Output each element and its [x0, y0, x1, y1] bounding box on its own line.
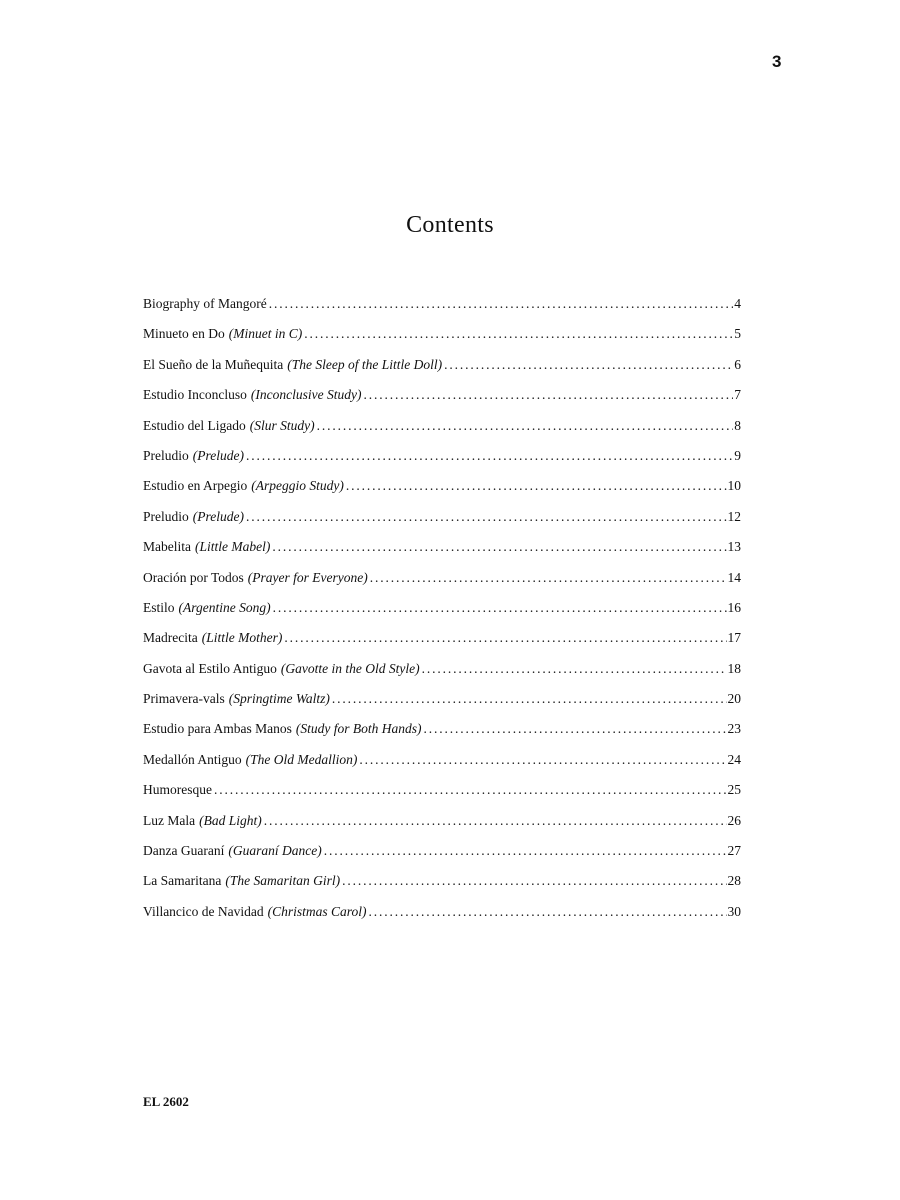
toc-entry [143, 387, 741, 417]
dot-leader [264, 813, 727, 829]
toc-entry [143, 721, 741, 751]
entry-title: Estudio en Arpegio [143, 478, 248, 494]
entry-translation: (Little Mabel) [194, 539, 271, 555]
dot-leader [272, 539, 726, 555]
entry-translation: (Argentine Song) [178, 599, 271, 615]
dot-leader [363, 387, 733, 403]
entry-translation: (Little Mother) [201, 630, 283, 646]
dot-leader [369, 904, 727, 920]
entry-translation: (Prelude) [192, 508, 244, 524]
dot-leader [324, 843, 727, 859]
dot-leader [246, 448, 733, 464]
toc-entry [143, 661, 741, 691]
entry-translation: (Minuet in C) [228, 326, 303, 342]
toc-entry [143, 539, 741, 569]
entry-title: Estudio del Ligado [143, 417, 246, 433]
entry-title: Gavota al Estilo Antiguo [143, 660, 277, 676]
dot-leader [444, 357, 733, 373]
entry-page: 13 [727, 539, 741, 555]
entry-page: 14 [727, 569, 741, 585]
dot-leader [246, 509, 727, 525]
entry-translation: (Inconclusive Study) [250, 387, 362, 403]
entry-translation: (Arpeggio Study) [251, 478, 344, 494]
entry-page: 16 [727, 599, 741, 615]
toc-entry [143, 357, 741, 387]
entry-title: Villancico de Navidad [143, 903, 264, 919]
entry-page: 7 [734, 387, 741, 403]
entry-translation: (Study for Both Hands) [295, 721, 422, 737]
entry-title: Danza Guaraní [143, 843, 225, 859]
entry-translation: (Christmas Carol) [267, 903, 367, 919]
entry-title: Minueto en Do [143, 326, 225, 342]
entry-page: 25 [727, 782, 741, 798]
entry-page: 5 [734, 326, 741, 342]
page-title: Contents [406, 212, 494, 238]
entry-title: La Samaritana [143, 873, 222, 889]
toc-entry [143, 296, 741, 326]
dot-leader [284, 630, 726, 646]
toc-entry [143, 813, 741, 843]
catalog-code: EL 2602 [143, 1094, 189, 1109]
toc-entry [143, 418, 741, 448]
table-of-contents [143, 296, 741, 934]
toc-entry [143, 326, 741, 356]
entry-title: Luz Mala [143, 812, 196, 828]
dot-leader [214, 782, 727, 798]
dot-leader [269, 296, 734, 312]
entry-title: Medallón Antiguo [143, 751, 242, 767]
entry-title: Estudio Inconcluso [143, 387, 247, 403]
dot-leader [359, 752, 726, 768]
dot-leader [332, 691, 727, 707]
entry-translation: (Guaraní Dance) [228, 843, 322, 859]
toc-entry [143, 782, 741, 812]
entry-translation: (Prayer for Everyone) [247, 569, 368, 585]
dot-leader [370, 570, 727, 586]
toc-entry [143, 904, 741, 934]
toc-entry [143, 570, 741, 600]
dot-leader [422, 661, 727, 677]
toc-entry [143, 873, 741, 903]
dot-leader [423, 721, 726, 737]
entry-page: 12 [727, 508, 741, 524]
entry-title: Preludio [143, 447, 189, 463]
entry-translation: (Prelude) [192, 447, 244, 463]
dot-leader [342, 873, 726, 889]
toc-entry [143, 600, 741, 630]
entry-translation: (Bad Light) [199, 812, 262, 828]
entry-page: 23 [727, 721, 741, 737]
toc-entry [143, 509, 741, 539]
entry-page: 6 [734, 356, 741, 372]
entry-page: 24 [727, 751, 741, 767]
entry-title: Madrecita [143, 630, 198, 646]
toc-entry [143, 691, 741, 721]
entry-page: 28 [727, 873, 741, 889]
toc-entry [143, 752, 741, 782]
entry-title: Estudio para Ambas Manos [143, 721, 292, 737]
entry-title: Mabelita [143, 539, 191, 555]
entry-page: 4 [734, 296, 741, 311]
toc-entry [143, 448, 741, 478]
entry-title: Oración por Todos [143, 569, 244, 585]
entry-page: 10 [727, 478, 741, 494]
entry-title: El Sueño de la Muñequita [143, 356, 284, 372]
dot-leader [304, 326, 733, 342]
entry-translation: (Slur Study) [249, 417, 315, 433]
entry-title: Humoresque [143, 782, 212, 798]
entry-title: Primavera-vals [143, 691, 225, 707]
entry-page: 20 [727, 691, 741, 707]
dot-leader [317, 418, 734, 434]
toc-entry [143, 630, 741, 660]
entry-translation: (Gavotte in the Old Style) [280, 660, 420, 676]
entry-translation: (Springtime Waltz) [228, 691, 330, 707]
entry-page: 17 [727, 630, 741, 646]
toc-entry [143, 478, 741, 508]
dot-leader [273, 600, 727, 616]
entry-page: 9 [734, 447, 741, 463]
entry-title: Preludio [143, 508, 189, 524]
entry-title: Estilo [143, 599, 175, 615]
entry-page: 27 [727, 843, 741, 859]
entry-page: 30 [727, 903, 741, 919]
entry-page: 18 [727, 660, 741, 676]
entry-title: Biography of Mangoré [143, 296, 267, 311]
toc-entry [143, 843, 741, 873]
page-number: 3 [772, 52, 782, 71]
entry-translation: (The Samaritan Girl) [225, 873, 341, 889]
dot-leader [346, 478, 727, 494]
entry-translation: (The Old Medallion) [245, 751, 358, 767]
entry-translation: (The Sleep of the Little Doll) [287, 356, 443, 372]
entry-page: 8 [734, 417, 741, 433]
entry-page: 26 [727, 812, 741, 828]
